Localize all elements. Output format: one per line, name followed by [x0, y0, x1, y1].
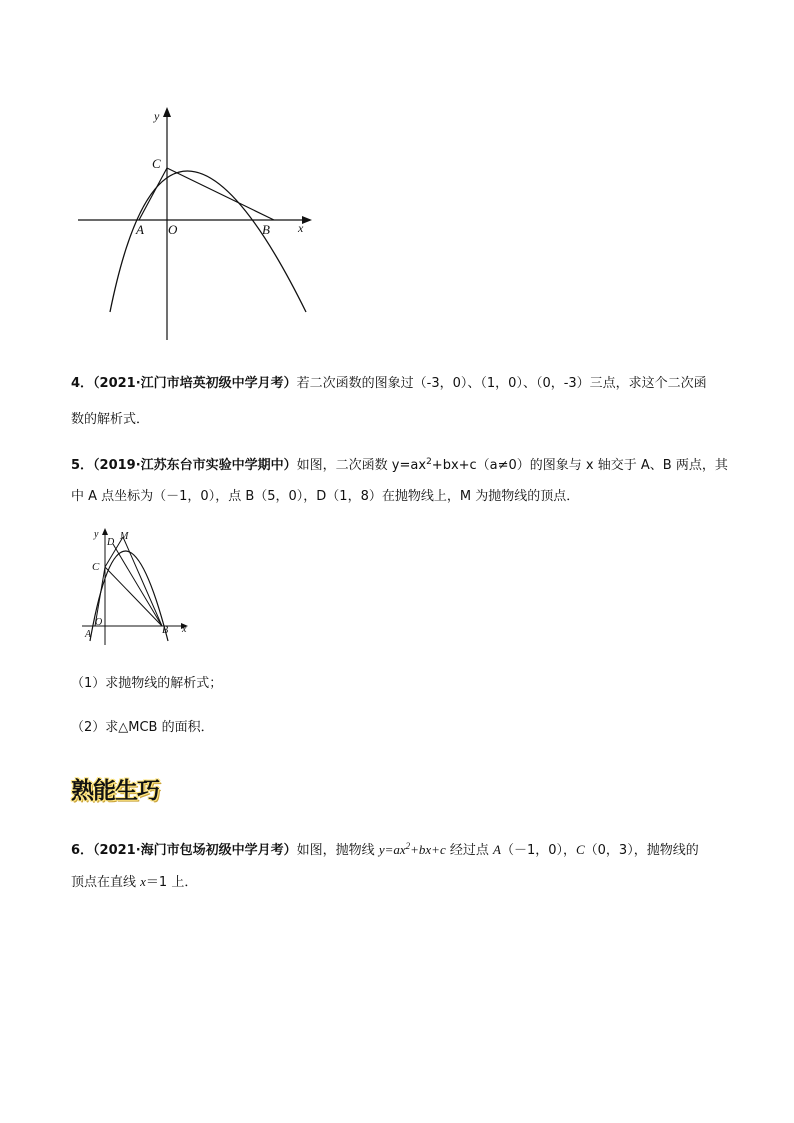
point-o-label: O — [168, 222, 178, 237]
question-6-line-2 — [71, 873, 734, 892]
x-axis-label: x — [182, 624, 187, 635]
question-source: （2021·江门市培英初级中学月考） — [93, 376, 297, 391]
segment-mb — [123, 537, 162, 626]
point-b-label: B — [162, 625, 169, 636]
point-name: C — [575, 842, 585, 857]
question-text: +bx+c（a≠0）的图象与 x 轴交于 A、B 两点，其 — [431, 458, 728, 473]
point-m-label: M — [120, 531, 129, 542]
math-expression: +bx+c — [410, 842, 446, 857]
exponent: 2 — [405, 841, 411, 851]
question-text: ＝1 上． — [145, 875, 198, 890]
point-b-label: B — [262, 222, 270, 237]
section-heading: 熟能生巧 — [71, 778, 159, 804]
y-axis-label: y — [94, 529, 99, 540]
exponent: 2 — [426, 457, 432, 467]
question-text: 如图，抛物线 — [296, 843, 379, 858]
point-d-label: D — [107, 537, 115, 548]
question-5-sub-1 — [71, 675, 734, 693]
math-expression: y=ax — [378, 842, 406, 857]
point-a-label: A — [136, 222, 144, 237]
question-number: 4． — [71, 376, 94, 391]
parabola-figure-1 — [70, 100, 330, 345]
question-number: 5． — [71, 458, 94, 473]
question-text: 如图，二次函数 y=ax — [296, 458, 427, 473]
question-5-line-2 — [71, 488, 734, 506]
parabola-figure-2 — [78, 525, 196, 647]
question-5-line-1 — [71, 457, 734, 475]
question-text: （2）求△MCB 的面积． — [71, 720, 214, 735]
question-4-line-1 — [71, 375, 734, 393]
question-text: （1）求抛物线的解析式； — [71, 676, 223, 691]
question-4-line-2 — [71, 411, 734, 429]
parabola-curve — [110, 171, 306, 312]
question-number: 6． — [71, 843, 94, 858]
point-c-label: C — [92, 561, 100, 573]
y-axis-arrow — [102, 528, 108, 535]
segment-cb — [167, 168, 274, 220]
question-source: （2019·江苏东台市实验中学期中） — [93, 458, 297, 473]
question-6-line-1 — [71, 841, 734, 860]
point-o-label: O — [95, 617, 103, 628]
point-a-label: A — [85, 629, 92, 640]
point-c-label: C — [152, 156, 161, 171]
x-axis-label: x — [298, 221, 304, 235]
question-text: 数的解析式． — [71, 412, 150, 427]
point-name: A — [492, 842, 501, 857]
question-text: （－1，0）， — [500, 843, 576, 858]
question-text: （0，3），抛物线的 — [584, 843, 699, 858]
y-axis-label: y — [154, 109, 160, 123]
question-source: （2021·海门市包场初级中学月考） — [93, 843, 297, 858]
question-text: 中 A 点坐标为（－1，0），点 B（5，0），D（1，8）在抛物线上，M 为抛物线的顶点． — [71, 489, 580, 504]
question-text: 经过点 — [445, 843, 493, 858]
question-text: 顶点在直线 — [71, 875, 141, 890]
y-axis-arrow — [163, 107, 171, 117]
x-axis-arrow — [302, 216, 312, 224]
segment-ac — [139, 168, 167, 220]
question-text: 若二次函数的图象过（-3，0）、（1，0）、（0，-3）三点，求这个二次函 — [296, 376, 707, 391]
segment-db — [113, 544, 162, 626]
segment-cb — [105, 567, 162, 626]
math-expression: x — [140, 874, 146, 889]
question-5-sub-2 — [71, 719, 734, 737]
